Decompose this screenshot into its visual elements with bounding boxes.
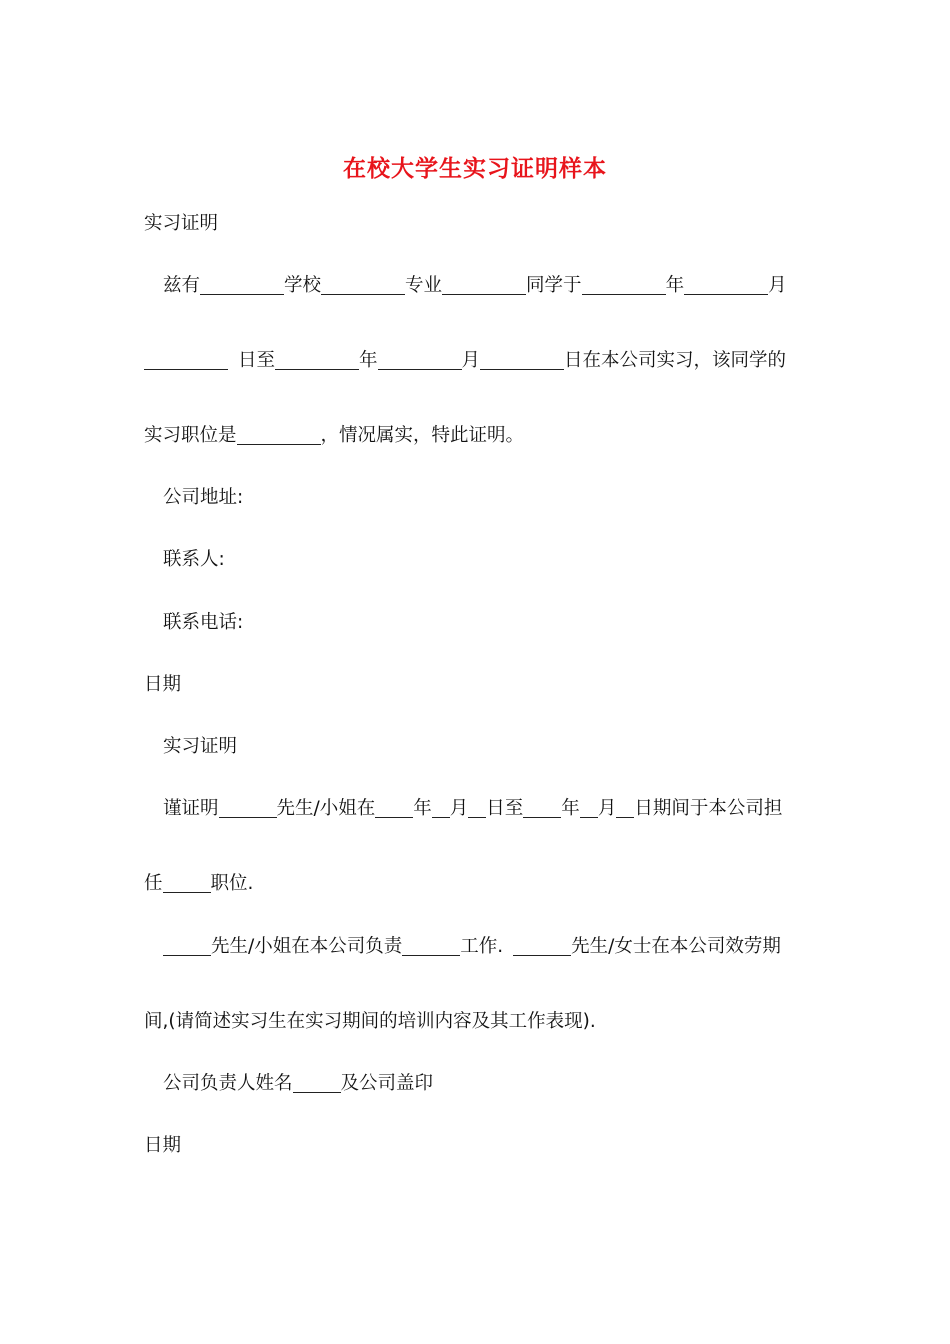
- fill-blank: [378, 351, 462, 370]
- fill-blank: [402, 937, 460, 956]
- fill-blank: [432, 799, 450, 818]
- fill-blank: [580, 799, 598, 818]
- letter2-signer-line: [163, 1071, 433, 1097]
- fill-blank: [275, 351, 359, 370]
- text-segment: 月: [461, 350, 481, 371]
- letter1-contact-person: 联系人:: [163, 549, 225, 570]
- text-segment: 学校: [284, 275, 322, 296]
- text-segment: 月: [768, 275, 787, 296]
- text-segment: 先生/女士在本公司效劳期: [571, 936, 781, 957]
- fill-blank: [144, 351, 228, 370]
- text-segment: 年: [665, 275, 685, 296]
- letter1-paragraph-line2: [144, 348, 786, 374]
- letter2-paragraph-line1: [163, 796, 782, 822]
- letter2-date: 日期: [144, 1135, 182, 1156]
- fill-blank: [163, 874, 211, 893]
- letter2-paragraph-line2: [144, 871, 253, 897]
- fill-blank: [442, 276, 526, 295]
- letter2-paragraph-line3: [163, 934, 781, 960]
- fill-blank: [616, 799, 634, 818]
- text-segment: 谨证明: [163, 798, 219, 819]
- text-segment: 任: [144, 873, 163, 894]
- document-title: 在校大学生实习证明样本: [343, 155, 607, 182]
- text-segment: 职位.: [210, 873, 254, 894]
- text-segment: 公司负责人姓名: [163, 1073, 293, 1094]
- text-segment: 月: [597, 798, 617, 819]
- text-segment: 及公司盖印: [340, 1073, 434, 1094]
- text-segment: 日期间于本公司担: [634, 798, 783, 819]
- text-segment: 工作.: [460, 936, 504, 957]
- letter2-paragraph-line4: 间,(请简述实习生在实习期间的培训内容及其工作表现).: [144, 1011, 596, 1032]
- letter2-heading: 实习证明: [163, 736, 238, 757]
- fill-blank: [582, 276, 666, 295]
- letter1-contact-phone: 联系电话:: [163, 612, 244, 633]
- fill-blank: [468, 799, 486, 818]
- text-segment: 日在本公司实习，该同学的: [564, 350, 787, 371]
- text-segment: ，情况属实，特此证明。: [320, 425, 525, 446]
- fill-blank: [200, 276, 284, 295]
- fill-blank: [513, 937, 571, 956]
- letter1-company-address: 公司地址:: [163, 487, 244, 508]
- text-segment: 年: [359, 350, 378, 371]
- letter1-heading: 实习证明: [144, 213, 219, 234]
- fill-blank: [293, 1074, 341, 1093]
- text-segment: 兹有: [163, 275, 201, 296]
- fill-blank: [321, 276, 405, 295]
- text-segment: 先生/小姐在: [276, 798, 376, 819]
- fill-blank: [237, 426, 321, 445]
- fill-blank: [684, 276, 768, 295]
- text-segment: 先生/小姐在本公司负责: [211, 936, 403, 957]
- fill-blank: [523, 799, 561, 818]
- text-segment: 同学于: [526, 275, 582, 296]
- text-segment: 月: [449, 798, 469, 819]
- text-segment: 日至: [238, 350, 276, 371]
- fill-blank: [163, 937, 211, 956]
- text-segment: 专业: [405, 275, 443, 296]
- fill-blank: [375, 799, 413, 818]
- fill-blank: [219, 799, 277, 818]
- letter1-paragraph-line1: [163, 273, 787, 299]
- fill-blank: [480, 351, 564, 370]
- letter1-paragraph-line3: [144, 423, 524, 449]
- text-segment: 实习职位是: [144, 425, 237, 446]
- letter1-date: 日期: [144, 674, 182, 695]
- text-segment: 年: [413, 798, 432, 819]
- text-segment: 日至: [486, 798, 524, 819]
- text-segment: 年: [561, 798, 580, 819]
